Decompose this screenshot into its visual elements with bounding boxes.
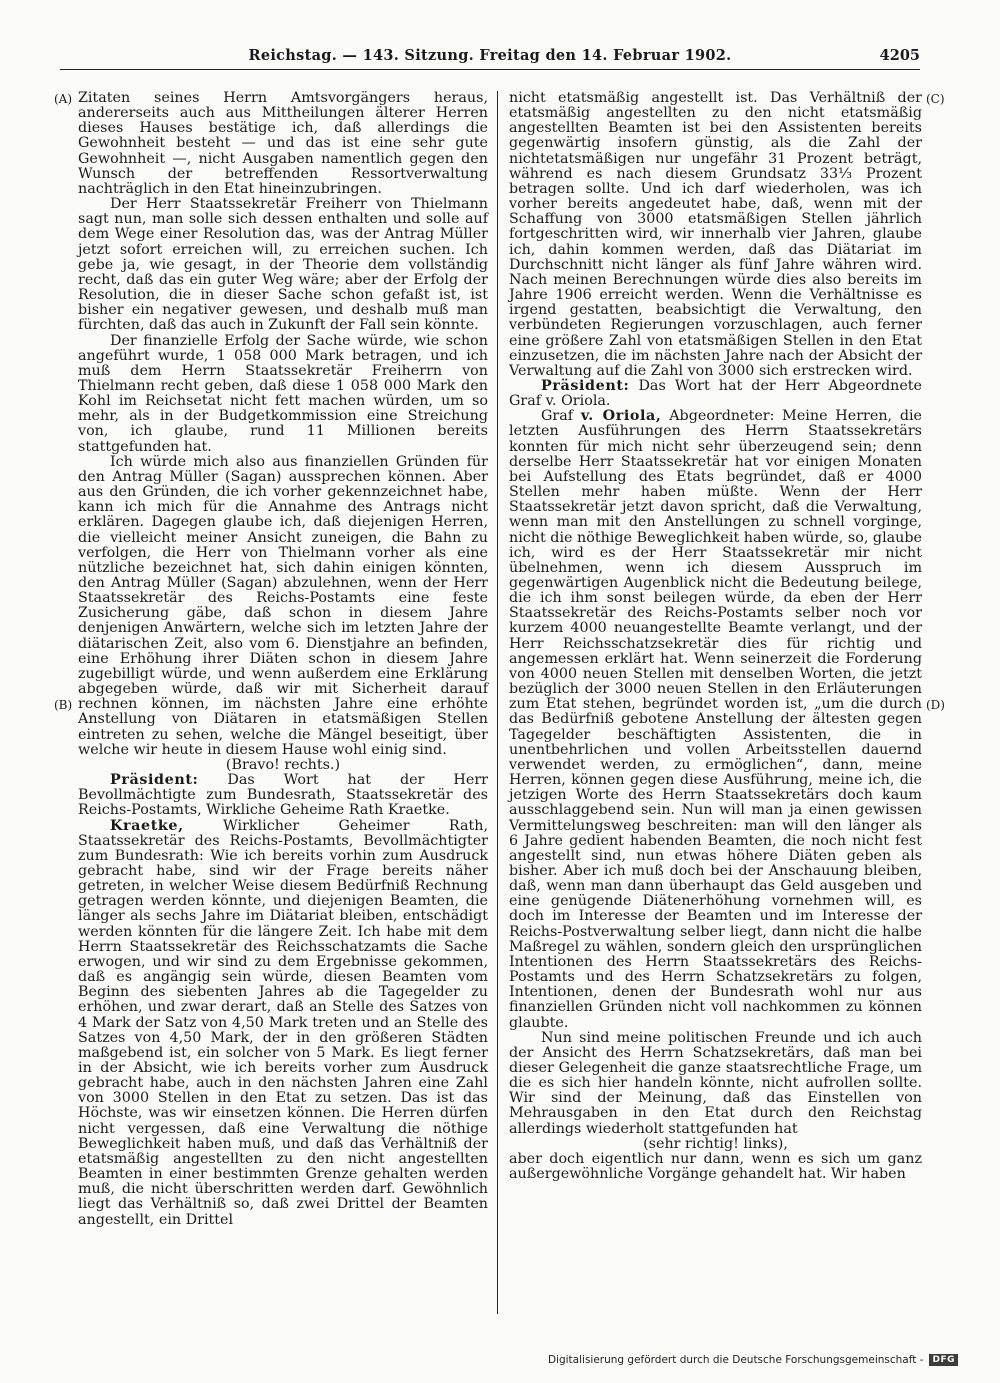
speaker-name: v. Oriola, — [580, 408, 662, 425]
paragraph-text: Zitaten seines Herrn Amtsvorgängers heraus, andererseits auch aus Mittheilungen älterer Herren dieses Hauses bestätige ich, daß allerdings die Gewohnheit besteht — und das ist eine sehr gute Gewohnheit —, nicht Ausgaben namentlich gegen den Wunsch der betreffenden Ressortverwaltung nachträglich in den Etat hineinzubringen. — [78, 90, 488, 197]
paragraph — [78, 334, 488, 455]
paragraph — [509, 1031, 922, 1137]
running-title: Reichstag. — 143. Sitzung. Freitag den 14. Februar 1902. — [248, 47, 732, 64]
paragraph-text: Der finanzielle Erfolg der Sache würde, wie schon angeführt wurde, 1 058 000 Mark betragen, und ich muß dem Herrn Staatssekretär Freiherrn von Thielmann recht geben, daß diese 1 058 000 Mark den Kohl im Reichsetat nicht fett machen würden, um so mehr, als in der Budgetkommission eine Streichung von, ich glaube, rund 11 Millionen bereits stattgefunden hat. — [78, 332, 488, 455]
speaker-name: Kraetke, — [110, 817, 184, 834]
paragraph — [78, 773, 488, 818]
paragraph-text: Nun sind meine politischen Freunde und ich auch der Ansicht des Herrn Schatzsekretärs, daß man bei dieser Gelegenheit die ganze staatsrechtliche Frage, um die es sich hier handeln könnte, nicht aufrollen sollte. Wir sind der Meinung, daß das Einstellen von Mehrausgaben in den Etat durch den Reichstag allerdings wiederholt stattgefunden hat — [509, 1029, 922, 1137]
paragraph-text: Ich würde mich also aus finanziellen Gründen für den Antrag Müller (Sagan) aussprechen können. Aber aus den Gründen, die ich vorher gekennzeichnet habe, kann ich mich für die Annahme des Antrags nicht erklären. Dagegen glaube ich, daß diejenigen Herren, die vielleicht meiner Ansicht zuneigen, die Bahn zu verfolgen, die Herr von Thielmann vorher als eine nützliche bezeichnet hat, sich dahin einigen könnten, den Antrag Müller (Sagan) abzulehnen, wenn der Herr Staatssekretär des Reichs-Postamts eine feste Zusicherung gäbe, daß schon in diesem Jahre denjenigen Anwärtern, welche sich im letzten Jahre der diätarischen Zeit, also vom 6. Dienstjahre an befinden, eine Erhöhung ihrer Diäten schon in diesem Jahre zugebilligt würde, und wenn außerdem eine Erklärung abgegeben würde, daß wir mit Sicherheit darauf rechnen können, im nächsten Jahre eine erhöhte Anstellung von Diätaren in etatsmäßigen Stellen eintreten zu sehen, welche die Mängel beseitigt, über welche wir heute in diesem Hause wohl einig sind. — [78, 453, 488, 758]
paragraph — [509, 1152, 922, 1182]
funding-note: Digitalisierung gefördert durch die Deutsche Forschungsgemeinschaft - — [547, 1354, 924, 1366]
right-column — [509, 91, 922, 1182]
speaker-name: Präsident: — [110, 772, 199, 789]
paragraph-text: Das Wort hat der Herr Abgeordnete Graf v. Oriola. — [509, 377, 922, 410]
paragraph-text: Der Herr Staatssekretär Freiherr von Thielmann sagt nun, man solle sich dessen enthalten und solle auf dem Wege einer Resolution das, was der Antrag Müller jetzt sofort erreichen will, zu erreichen suchen. Ich gebe ja, wie gesagt, in der Theorie dem vollständig recht, daß das ein guter Weg wäre; aber der Erfolg der Resolution, die in dieser Sache schon gefaßt ist, ist bisher ein negativer gewesen, und deshalb muß man fürchten, daß das auch in Zukunft der Fall sein könnte. — [78, 196, 488, 334]
speaker-prefix: Graf — [541, 408, 581, 425]
left-column — [78, 91, 488, 1228]
margin-marker-c: (C) — [926, 92, 945, 106]
paragraph — [78, 819, 488, 1228]
speaker-name: Präsident: — [541, 377, 630, 394]
paragraph-text: aber doch eigentlich nur dann, wenn es sich um ganz außergewöhnliche Vorgänge gehandelt hat. Wir haben — [509, 1150, 922, 1183]
paragraph-text: (sehr richtig! links), — [643, 1135, 788, 1152]
paragraph — [78, 455, 488, 758]
footer — [548, 1354, 958, 1366]
column-divider — [497, 91, 498, 1314]
paragraph — [509, 1137, 922, 1152]
paragraph-text: nicht etatsmäßig angestellt ist. Das Verhältniß der etatsmäßig angestellten zu den nicht etatsmäßig angestellten Beamten ist bei den Assistenten bereits gegenwärtig insofern günstig, als die Zahl der nichtetatsmäßigen nur ungefähr 31 Prozent beträgt, während es nach diesem Grundsatz 33⅓ Prozent betragen sollte. Und ich darf wiederholen, was ich vorher bereits angedeutet habe, daß, wenn mit der Schaffung von 3000 etatsmäßigen Stellen jährlich fortgeschritten wird, wir innerhalb vier Jahren, glaube ich, dahin kommen werden, daß das Diätariat im Durchschnitt nicht länger als fünf Jahre währen wird. Nach meinen Berechnungen würde dies also bereits im Jahre 1906 erreicht werden. Wenn die Verhältnisse es irgend gestatten, beabsichtigt die Verwaltung, den verbündeten Regierungen vorzuschlagen, auch ferner eine größere Zahl von etatsmäßigen Stellen in den Etat einzusetzen, die im nächsten Jahre nach der Absicht der Verwaltung auf die Zahl von 3000 sich erstrecken wird. — [509, 90, 922, 379]
margin-marker-a: (A) — [54, 92, 73, 106]
paragraph — [509, 409, 922, 1030]
paragraph — [78, 197, 488, 333]
margin-marker-d: (D) — [926, 698, 945, 712]
paragraph-text: Abgeordneter: Meine Herren, die letzten Ausführungen des Herrn Staatssekretärs konnten für mich nicht sehr überzeugend sein; denn derselbe Herr Staatssekretär hat vor einigen Monaten bei Aufstellung des Etats begründet, daß er 4000 Stellen mehr haben müßte. Wenn der Herr Staatssekretär jetzt davon spricht, daß die Verwaltung, wenn man mit den Anstellungen zu schnell vorginge, nicht die nöthige Beweglichkeit haben würde, so, glaube ich, wird es der Herr Staatssekretär mir nicht übelnehmen, wenn ich diesem Ausspruch im gegenwärtigen Augenblick nicht die Bedeutung beilege, die ich ihm sonst beilegen würde, da eben der Herr Staatssekretär des Reichs-Postamts selber noch vor kurzem 4000 neuangestellte Beamte verlangt, und der Herr Reichsschatzsekretär dies für richtig und angemessen erklärt hat. Wenn seinerzeit die Forderung von 4000 neuen Stellen mit denselben Worten, die jetzt bezüglich der 3000 neuen Stellen in den Erläuterungen zum Etat stehen, begründet worden ist, „um die durch das Bedürfniß gebotene Anstellung der ältesten gegen Tagegelder beschäftigten Assistenten, die in unentbehrlichen und vollen Arbeitsstellen dauernd verwendet werden, zu ermöglichen“, dann, meine Herren, können gegen diese Ausführung, meine ich, die jetzigen Worte des Herrn Staatssekretärs doch kaum ausschlaggebend sein. Nun will man ja einen gewissen Vermittelungsweg beschreiten: man will den länger als 6 Jahre gedient habenden Beamten, die noch nicht fest angestellt sind, nun etwas höhere Diäten geben als bisher. Aber ich muß doch bei der Anschauung bleiben, daß, wenn man dann überhaupt das Geld ausgeben und eine genügende Diätenerhöhung vornehmen will, es doch im Interesse der Beamten und im Interesse der Reichs-Postverwaltung selber liegt, dann nicht die halbe Maßregel zu wählen, sondern gleich den ursprünglichen Intentionen des Herrn Staatssekretärs des Reichs-Postamts und des Herrn Schatzsekretärs zu folgen, Intentionen, denen der Bundesrath wohl nur aus finanziellen Gründen nicht voll nachkommen zu können glaubte. — [509, 408, 923, 1031]
page-number: 4205 — [879, 47, 920, 64]
dfg-logo: DFG — [929, 1354, 958, 1366]
paragraph — [509, 91, 922, 379]
paragraph-text: Wirklicher Geheimer Rath, Staatssekretär des Reichs-Postamts, Bevollmächtigter zum Bundesrath: Wie ich bereits vorhin zum Ausdruck gebracht habe, sind wir der Frage bereits näher getreten, in welcher Weise diesem Bedürfniß Rechnung getragen werden könnte, und diejenigen Beamten, die länger als sechs Jahre im Diätariat bleiben, entschädigt werden könnten für die längere Zeit. Ich habe mit dem Herrn Staatssekretär des Reichsschatzamts die Sache erwogen, und wir sind zu dem Ergebnisse gekommen, daß es angängig sein würde, diesen Beamten vom Beginn des siebenten Jahres ab die Tagegelder zu erhöhen, und zwar derart, daß an Stelle des Satzes von 4 Mark der Satz von 4,50 Mark treten und an Stelle des Satzes von 4,50 Mark, der in den größeren Städten maßgebend ist, ein solcher von 5 Mark. Es liegt ferner in der Absicht, wie ich bereits vorher zum Ausdruck gebracht habe, auch in den nächsten Jahren eine Zahl von 3000 Stellen in den Etat zu setzen. Das ist das Höchste, was wir einsetzen können. Die Herren dürfen nicht vergessen, daß eine Verwaltung die nöthige Beweglichkeit haben muß, und daß das Verhältniß der etatsmäßig angestellten zu den nicht angestellten Beamten in einer bestimmten Grenze gehalten werden muß, die nicht überschritten werden darf. Gewöhnlich liegt das Verhältniß so, daß zwei Drittel der Beamten angestellt, ein Drittel — [78, 817, 488, 1228]
page-header — [60, 47, 920, 70]
margin-marker-b: (B) — [54, 698, 73, 712]
paragraph-text: Das Wort hat der Herr Bevollmächtigte zum Bundesrath, Staatssekretär des Reichs-Postamts, Wirkliche Geheime Rath Kraetke. — [78, 772, 488, 819]
paragraph — [78, 91, 488, 197]
paragraph-text: (Bravo! rechts.) — [225, 756, 341, 773]
paragraph — [78, 758, 488, 773]
paragraph — [509, 379, 922, 409]
